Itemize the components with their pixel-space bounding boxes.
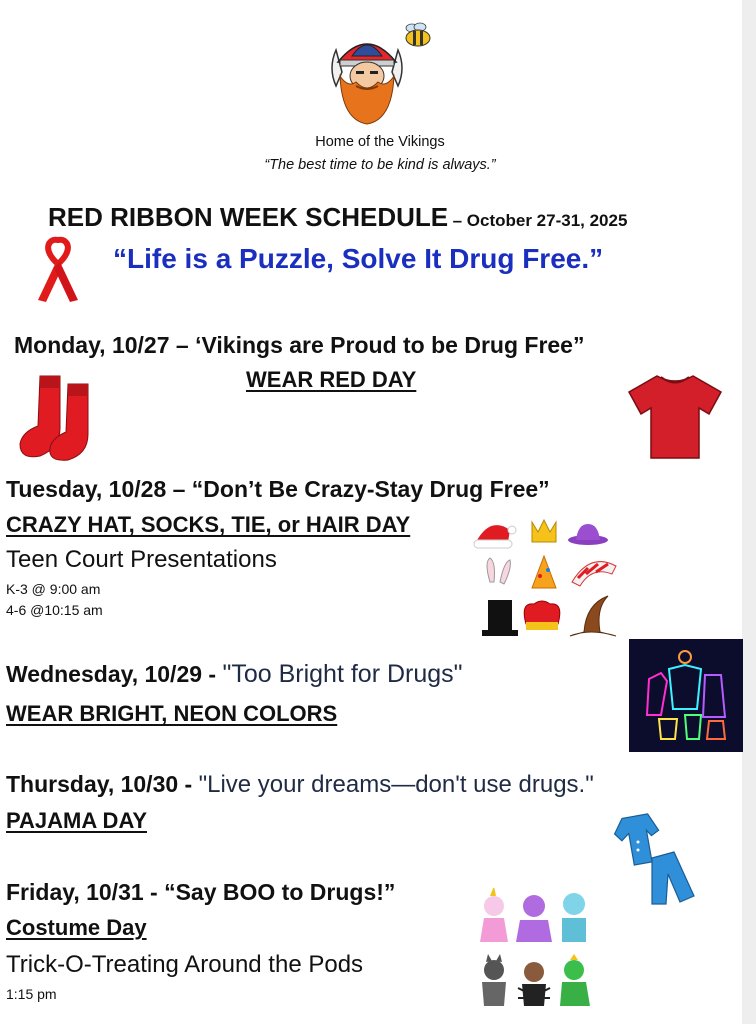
wednesday-quote: "Too Bright for Drugs": [222, 660, 463, 688]
tuesday-heading: Tuesday, 10/28 – “Don’t Be Crazy-Stay Drug Free”: [6, 476, 550, 502]
monday-dress: WEAR RED DAY: [246, 367, 417, 392]
tuesday-time-k3: K-3 @ 9:00 am: [6, 581, 101, 597]
title-dates: – October 27-31, 2025: [452, 211, 628, 230]
monday-heading: Monday, 10/27 – ‘Vikings are Proud to be Drug Free”: [14, 332, 585, 358]
viking-mascot-icon: [326, 28, 408, 126]
school-motto: “The best time to be kind is always.”: [264, 157, 496, 173]
neon-clothes-icon: [629, 639, 743, 752]
schedule-title: [48, 202, 627, 233]
thursday-dress: PAJAMA DAY: [6, 808, 147, 833]
wednesday-heading: [6, 660, 463, 689]
home-of-vikings: Home of the Vikings: [315, 134, 445, 150]
friday-dress: Costume Day: [6, 915, 147, 940]
title-main: RED RIBBON WEEK SCHEDULE: [48, 202, 449, 232]
red-ribbon-icon: [34, 236, 82, 304]
red-socks-icon: [16, 372, 100, 462]
pajamas-icon: [612, 812, 698, 906]
thursday-heading: [6, 771, 594, 799]
friday-time: 1:15 pm: [6, 986, 57, 1002]
costume-kids-icon: [474, 888, 598, 1012]
tuesday-dress: CRAZY HAT, SOCKS, TIE, or HAIR DAY: [6, 512, 411, 537]
theme-slogan: “Life is a Puzzle, Solve It Drug Free.”: [113, 243, 604, 274]
friday-event: Trick-O-Treating Around the Pods: [6, 951, 364, 978]
friday-heading: Friday, 10/31 - “Say BOO to Drugs!”: [6, 879, 396, 905]
thursday-day: Thursday, 10/30 -: [6, 771, 199, 797]
wednesday-day: Wednesday, 10/29 -: [6, 661, 223, 687]
crazy-hats-icon: [470, 512, 620, 642]
wednesday-dress: WEAR BRIGHT, NEON COLORS: [6, 701, 338, 726]
bee-icon: [402, 22, 434, 48]
thursday-quote: "Live your dreams—don't use drugs.": [198, 771, 594, 798]
tuesday-event: Teen Court Presentations: [6, 546, 277, 573]
page-edge: [742, 0, 756, 1024]
red-tshirt-icon: [627, 370, 723, 462]
tuesday-time-46: 4-6 @10:15 am: [6, 602, 103, 618]
